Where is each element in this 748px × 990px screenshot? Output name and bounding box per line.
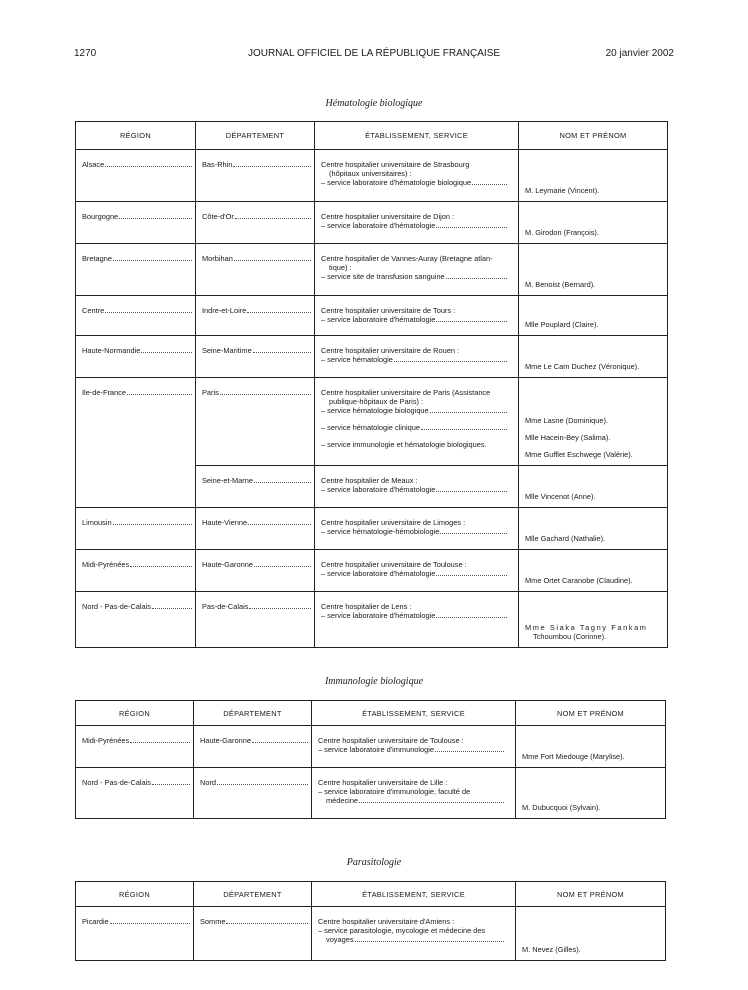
person-name: Mlle Gachard (Nathalie). <box>525 534 606 543</box>
departement-cell: Pas-de-Calais <box>202 602 249 611</box>
col-etablissement: ÉTABLISSEMENT, SERVICE <box>312 701 516 726</box>
table-immunologie <box>75 700 666 819</box>
col-region: RÉGION <box>76 122 196 150</box>
etablissement-name-cont: tique) : <box>329 263 352 272</box>
page-header <box>74 48 674 64</box>
region-cell: Bourgogne <box>82 212 119 221</box>
person-name: M. Benoist (Bernard). <box>525 280 596 289</box>
departement-cell: Seine-et-Marne <box>202 476 253 485</box>
page-number: 1270 <box>74 48 97 59</box>
service-name: – service laboratoire d'immunologie <box>318 745 435 754</box>
departement-cell: Haute-Garonne <box>200 736 251 745</box>
etablissement-name: Centre hospitalier universitaire de Paris (Assistance <box>321 388 491 397</box>
etablissement-name: Centre hospitalier universitaire de Tours : <box>321 306 456 315</box>
etablissement-name: Centre hospitalier universitaire de Toulouse : <box>318 736 464 745</box>
table-parasitologie <box>75 881 666 961</box>
service-name: – service hématologie biologique <box>321 406 429 415</box>
service-name: – service hématologie-hémobiologie <box>321 527 440 536</box>
departement-cell: Côte-d'Or <box>202 212 234 221</box>
table-header-row <box>76 122 668 150</box>
person-name: M. Girodon (François). <box>525 228 599 237</box>
departement-cell: Morbihan <box>202 254 233 263</box>
person-name: M. Leymarie (Vincent). <box>525 186 600 195</box>
col-region: RÉGION <box>76 701 194 726</box>
departement-cell: Haute-Vienne <box>202 518 248 527</box>
col-nom: NOM ET PRÉNOM <box>519 122 668 150</box>
person-name: M. Nevez (Gilles). <box>522 945 581 954</box>
service-name: – service site de transfusion sanguine <box>321 272 445 281</box>
person-name: Mme Lasne (Dominique). <box>525 416 608 425</box>
region-cell: Picardie <box>82 917 109 927</box>
table-hematologie <box>75 121 668 648</box>
person-name: Mlle Vincenot (Anne). <box>525 492 596 501</box>
section-title-parasitologie: Parasitologie <box>346 857 402 868</box>
person-name: Mme Gufflet Eschwege (Valérie). <box>525 450 633 459</box>
service-name: – service hématologie <box>321 355 393 364</box>
service-name: – service laboratoire d'hématologie <box>321 221 436 230</box>
etablissement-name: Centre hospitalier universitaire de Dijon : <box>321 212 455 221</box>
etablissement-name: Centre hospitalier universitaire d'Amiens : <box>318 917 455 927</box>
table-row <box>76 907 666 961</box>
section-title-hematologie: Hématologie biologique <box>325 98 423 109</box>
section-title-immunologie: Immunologie biologique <box>324 676 424 687</box>
etablissement-name-cont: (hôpitaux universitaires) : <box>329 169 412 178</box>
person-name: Mme Fort Miedouge (Marylise). <box>522 752 625 761</box>
departement-cell: Haute-Garonne <box>202 560 253 569</box>
person-name: Mme Le Cam Duchez (Véronique). <box>525 362 640 371</box>
region-cell: Nord - Pas-de-Calais <box>82 778 152 787</box>
service-name-cont: médecine <box>326 796 359 805</box>
person-name: Mme Ortet Caranobe (Claudine). <box>525 576 633 585</box>
etablissement-name: Centre hospitalier universitaire de Strasbourg <box>321 160 470 169</box>
col-departement: DÉPARTEMENT <box>196 122 315 150</box>
service-name: – service immunologie et hématologie biologiques. <box>321 440 487 449</box>
col-nom: NOM ET PRÉNOM <box>516 701 666 726</box>
service-name: – service laboratoire d'immunologie, faculté de <box>318 787 471 796</box>
person-name: M. Dubucquoi (Sylvain). <box>522 803 601 812</box>
region-cell: Haute-Normandie <box>82 346 141 355</box>
service-name: – service parasitologie, mycologie et médecine des <box>318 926 486 936</box>
service-name: – service laboratoire d'hématologie <box>321 611 436 620</box>
publication-date: 20 janvier 2002 <box>605 48 674 59</box>
region-cell: Centre <box>82 306 105 315</box>
region-cell: Ile-de-France <box>82 388 126 397</box>
service-name: – service hématologie clinique <box>321 423 421 432</box>
table-row <box>76 592 668 648</box>
table-row <box>76 336 668 378</box>
etablissement-name: Centre hospitalier universitaire de Limoges : <box>321 518 466 527</box>
departement-cell: Seine-Maritime <box>202 346 252 355</box>
region-cell: Limousin <box>82 518 112 527</box>
departement-cell: Indre-et-Loire <box>202 306 247 315</box>
region-cell: Midi-Pyrénées <box>82 736 130 745</box>
etablissement-name: Centre hospitalier universitaire de Rouen : <box>321 346 460 355</box>
col-region: RÉGION <box>76 882 194 907</box>
etablissement-name: Centre hospitalier universitaire de Toulouse : <box>321 560 467 569</box>
table-header-row <box>76 701 666 726</box>
service-name-cont: voyages <box>326 935 354 945</box>
etablissement-name: Centre hospitalier de Vannes-Auray (Bretagne atlan- <box>321 254 493 263</box>
table-row <box>76 768 666 819</box>
table-header-row <box>76 882 666 907</box>
region-cell: Nord - Pas-de-Calais <box>82 602 152 611</box>
person-name: Mlle Hacein-Bey (Salima). <box>525 433 611 442</box>
etablissement-name: Centre hospitalier de Meaux : <box>321 476 418 485</box>
table-row <box>76 550 668 592</box>
col-nom: NOM ET PRÉNOM <box>516 882 666 907</box>
col-departement: DÉPARTEMENT <box>194 882 312 907</box>
etablissement-name: Centre hospitalier universitaire de Lille : <box>318 778 448 787</box>
table-row <box>76 296 668 336</box>
departement-cell: Somme <box>200 917 226 927</box>
region-cell: Alsace <box>82 160 105 169</box>
service-name: – service laboratoire d'hématologie <box>321 485 436 494</box>
region-cell: Midi-Pyrénées <box>82 560 130 569</box>
table-row <box>76 726 666 768</box>
person-name: Mme Siaka Tagny Fankam <box>525 623 648 632</box>
region-cell: Bretagne <box>82 254 112 263</box>
col-etablissement: ÉTABLISSEMENT, SERVICE <box>312 882 516 907</box>
etablissement-name-cont: publique-hôpitaux de Paris) : <box>329 397 424 406</box>
journal-title: JOURNAL OFFICIEL DE LA RÉPUBLIQUE FRANÇAISE <box>247 48 501 59</box>
departement-cell: Bas-Rhin <box>202 160 233 169</box>
person-name-cont: Tchoumbou (Corinne). <box>533 632 607 641</box>
service-name: – service laboratoire d'hématologie <box>321 315 436 324</box>
col-departement: DÉPARTEMENT <box>194 701 312 726</box>
etablissement-name: Centre hospitalier de Lens : <box>321 602 412 611</box>
table-row <box>76 150 668 202</box>
col-etablissement: ÉTABLISSEMENT, SERVICE <box>315 122 519 150</box>
departement-cell: Paris <box>202 388 219 397</box>
person-name: Mlle Pouplard (Claire). <box>525 320 599 329</box>
service-name: – service laboratoire d'hématologie <box>321 569 436 578</box>
table-row <box>76 244 668 296</box>
departement-cell: Nord <box>200 778 217 787</box>
service-name: – service laboratoire d'hématologie biologique <box>321 178 472 187</box>
table-row <box>76 202 668 244</box>
table-row <box>76 508 668 550</box>
table-row <box>76 378 668 466</box>
